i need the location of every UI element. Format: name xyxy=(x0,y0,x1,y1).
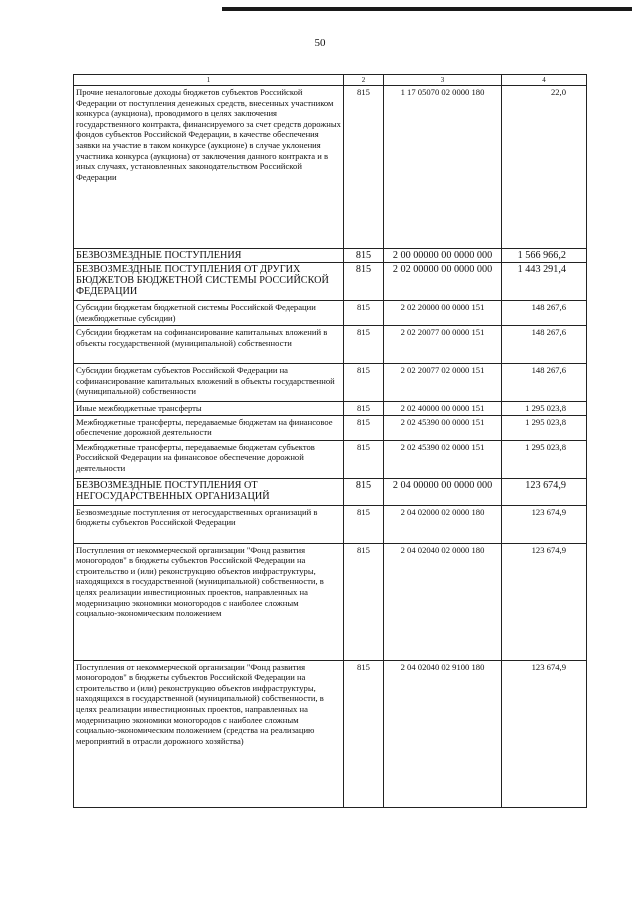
income-name-cell: Иные межбюджетные трансферты xyxy=(74,402,344,416)
budget-code-cell: 2 04 00000 00 0000 000 xyxy=(384,478,502,505)
admin-code-cell: 815 xyxy=(344,660,384,807)
admin-code-cell: 815 xyxy=(344,86,384,249)
table-row xyxy=(74,364,587,402)
income-name-cell: БЕЗВОЗМЕЗДНЫЕ ПОСТУПЛЕНИЯ ОТ НЕГОСУДАРСТВЕННЫХ ОРГАНИЗАЦИЙ xyxy=(74,478,344,505)
amount-cell: 1 295 023,8 xyxy=(502,402,587,416)
amount-cell: 148 267,6 xyxy=(502,301,587,326)
admin-code-cell: 815 xyxy=(344,301,384,326)
admin-code-cell: 815 xyxy=(344,326,384,364)
admin-code-cell: 815 xyxy=(344,505,384,543)
amount-cell: 148 267,6 xyxy=(502,364,587,402)
table-row xyxy=(74,301,587,326)
income-name-cell: Межбюджетные трансферты, передаваемые бюджетам субъектов Российской Федерации на финансовое обеспечение дорожной деятельности xyxy=(74,440,344,478)
amount-cell: 22,0 xyxy=(502,86,587,249)
amount-cell: 1 295 023,8 xyxy=(502,440,587,478)
budget-code-cell: 2 04 02000 02 0000 180 xyxy=(384,505,502,543)
admin-code-cell: 815 xyxy=(344,543,384,660)
table-row xyxy=(74,660,587,807)
column-header: 2 xyxy=(344,75,384,86)
amount-cell: 123 674,9 xyxy=(502,660,587,807)
income-name-cell: Безвозмездные поступления от негосударственных организаций в бюджеты субъектов Российской Федерации xyxy=(74,505,344,543)
column-header: 3 xyxy=(384,75,502,86)
amount-cell: 1 295 023,8 xyxy=(502,415,587,440)
table-body xyxy=(74,86,587,808)
table-row xyxy=(74,505,587,543)
budget-code-cell: 1 17 05070 02 0000 180 xyxy=(384,86,502,249)
budget-code-cell: 2 02 20077 02 0000 151 xyxy=(384,364,502,402)
admin-code-cell: 815 xyxy=(344,478,384,505)
table-row xyxy=(74,402,587,416)
table-header-row xyxy=(74,75,587,86)
table-row xyxy=(74,440,587,478)
column-header: 4 xyxy=(502,75,587,86)
top-rule xyxy=(222,7,632,11)
revenue-table xyxy=(73,74,587,808)
admin-code-cell: 815 xyxy=(344,402,384,416)
income-name-cell: Поступления от некоммерческой организации "Фонд развития моногородов" в бюджеты субъектов Российской Федерации на строительство и (или) реконструкцию объектов инфраструктуры, находящихся в государственной (муниципальной) собственности, в целях реализации инвестиционных проектов, направленных на модернизацию экономики моногородов с наиболее сложным социально-экономическим положением (средства на реализацию мероприятий в отрасли дорожного хозяйства) xyxy=(74,660,344,807)
budget-code-cell: 2 02 20000 00 0000 151 xyxy=(384,301,502,326)
table-row xyxy=(74,415,587,440)
budget-code-cell: 2 04 02040 02 9100 180 xyxy=(384,660,502,807)
amount-cell: 1 566 966,2 xyxy=(502,249,587,263)
amount-cell: 123 674,9 xyxy=(502,478,587,505)
amount-cell: 1 443 291,4 xyxy=(502,263,587,301)
table-row xyxy=(74,86,587,249)
amount-cell: 123 674,9 xyxy=(502,505,587,543)
budget-code-cell: 2 02 45390 00 0000 151 xyxy=(384,415,502,440)
admin-code-cell: 815 xyxy=(344,249,384,263)
table-row xyxy=(74,249,587,263)
income-name-cell: БЕЗВОЗМЕЗДНЫЕ ПОСТУПЛЕНИЯ ОТ ДРУГИХ БЮДЖЕТОВ БЮДЖЕТНОЙ СИСТЕМЫ РОССИЙСКОЙ ФЕДЕРАЦИИ xyxy=(74,263,344,301)
income-name-cell: Субсидии бюджетам субъектов Российской Федерации на софинансирование капитальных вложений в объекты государственной (муниципальной) собственности xyxy=(74,364,344,402)
column-header: 1 xyxy=(74,75,344,86)
budget-code-cell: 2 00 00000 00 0000 000 xyxy=(384,249,502,263)
income-name-cell: Субсидии бюджетам бюджетной системы Российской Федерации (межбюджетные субсидии) xyxy=(74,301,344,326)
budget-code-cell: 2 02 40000 00 0000 151 xyxy=(384,402,502,416)
income-name-cell: Субсидии бюджетам на софинансирование капитальных вложений в объекты государственной (муниципальной) собственности xyxy=(74,326,344,364)
admin-code-cell: 815 xyxy=(344,415,384,440)
amount-cell: 148 267,6 xyxy=(502,326,587,364)
admin-code-cell: 815 xyxy=(344,364,384,402)
admin-code-cell: 815 xyxy=(344,440,384,478)
table-row xyxy=(74,263,587,301)
budget-code-cell: 2 02 20077 00 0000 151 xyxy=(384,326,502,364)
table-row xyxy=(74,478,587,505)
table-row xyxy=(74,543,587,660)
table-row xyxy=(74,326,587,364)
amount-cell: 123 674,9 xyxy=(502,543,587,660)
income-name-cell: Межбюджетные трансферты, передаваемые бюджетам на финансовое обеспечение дорожной деятельности xyxy=(74,415,344,440)
income-name-cell: БЕЗВОЗМЕЗДНЫЕ ПОСТУПЛЕНИЯ xyxy=(74,249,344,263)
page-number: 50 xyxy=(314,37,326,49)
budget-code-cell: 2 02 00000 00 0000 000 xyxy=(384,263,502,301)
income-name-cell: Прочие неналоговые доходы бюджетов субъектов Российской Федерации от поступления денежных средств, внесенных участником конкурса (аукциона), проводимого в целях заключения государственного контракта, финансируемого за счет средств дорожных фондов субъектов Российской Федерации, в качестве обеспечения заявки на участие в таком конкурсе (аукционе) в случае уклонения участника конкурса (аукциона) от заключения данного контракта и в иных случаях, установленных законодательством Российской Федерации xyxy=(74,86,344,249)
admin-code-cell: 815 xyxy=(344,263,384,301)
budget-code-cell: 2 04 02040 02 0000 180 xyxy=(384,543,502,660)
income-name-cell: Поступления от некоммерческой организации "Фонд развития моногородов" в бюджеты субъектов Российской Федерации на строительство и (или) реконструкцию объектов инфраструктуры, находящихся в государственной (муниципальной) собственности, в целях реализации инвестиционных проектов, направленных на модернизацию экономики моногородов с наиболее сложным социально-экономическим положением xyxy=(74,543,344,660)
budget-code-cell: 2 02 45390 02 0000 151 xyxy=(384,440,502,478)
